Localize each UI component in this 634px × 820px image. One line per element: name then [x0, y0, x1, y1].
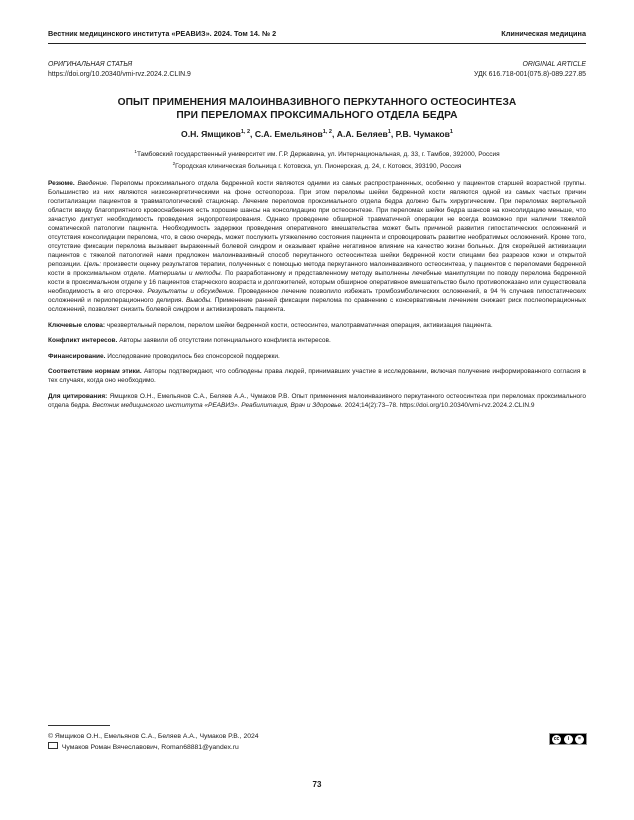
abstract-text: Резюме. Введение. Переломы проксимального отдела бедренной кости являются одними из самых распространенных, особенно у пациентов старшей возрастной группы. Большинство из них являются низкоэнергетическими на фоне остеопороза. При этом переломы шейки бедренной кости являются одной из самых частых причин госпитализации пациентов в травматологический стационар. Лечение переломов проксимального отдела бедра должно быть хирургическим. При переломах вертельной области ввиду благоприятного кровоснабжения есть хорошие шансы на консолидацию при остеосинтезе. При переломах шейки бедра шансов на консолидацию меньше, что зачастую диктует необходимость проведения эндопротезирования. Однако проведение обширной травматичной операции не всегда возможно при наличии тяжелой соматической патологии пациента. Необходимость задержки проведения оперативного вмешательства может быть причиной развития гипостатических осложнений и отсутствия консолидации перелома, что, в свою очередь, может послужить утяжелению состояния пациента и спровоцировать развитие необратимых осложнений. Кроме того, отсутствие фиксации перелома вызывает выраженный болевой синдром и оказывает крайне негативное влияние на качество жизни больных. Для скорейшей активизации пациентов с тяжелой патологией нами предложен малоинвазивный способ перкутанного остеосинтеза шейки бедренной кости спицами без разрезов кожи и открытой репозиции. Цель: произвести оценку результатов терапии, полученных с помощью метода перкутанного малоинвазивного остеосинтеза, у пациентов с переломами бедренной кости в проксимальном отделе. Материалы и методы. По разработанному и представленному методу выполнены лечебные манипуляции по поводу перелома бедренной кости в проксимальном отделе у 16 пациентов старческого возраста и долгожителей, которым обширное оперативное вмешательство было противопоказано или существовала необходимость в его отсрочке. Результаты и обсуждение. Проведенное лечение позволило избежать тромбоэмболических осложнений, в 94 % случаев гипостатических осложнений и периоперационного делирия. Выводы. Применение ранней фиксации перелома по сравнению с консервативным лечением снижает риск послеоперационных осложнений, позволяет снизить болевой синдром и активизировать пациента. [48, 180, 587, 313]
journal-title: Вестник медицинского института «РЕАВИЗ». 2024. Том 14. № 2 [48, 29, 277, 38]
no-derivatives-glyph: = [575, 735, 584, 744]
footer [48, 732, 259, 753]
attribution-glyph: i [564, 735, 573, 744]
author-list: О.Н. Ямщиков$^{1, 2}$, С.А. Емельянов$^{1, 2}$, А.А. Беляев$^1$, Р.В. Чумаков$^1$ [181, 129, 453, 139]
author: О.Н. Ямщиков [181, 129, 241, 139]
abstract-block [48, 179, 586, 416]
citation: Для цитирования: Ямщиков О.Н., Емельянов С.А., Беляев А.А., Чумаков Р.В. Опыт применения малоинвазивного перкутанного остеосинтеза при переломах проксимального отдела бедра. Вестник медицинского института «РЕАВИЗ». Реабилитация, Врач и Здоровье. 2024;14(2):73–78. https://doi.org/10.20340/vmi-rvz.2024.2.CLIN.9 [48, 392, 586, 409]
cc-glyph: cc [553, 736, 560, 742]
udk-code: УДК 616.718-001(075.8)-089.227.85 [474, 71, 586, 78]
author: С.А. Емельянов [254, 129, 323, 139]
doi-link[interactable]: https://doi.org/10.20340/vmi-rvz.2024.2.CLIN.9 [48, 71, 191, 78]
affiliations [48, 147, 586, 172]
running-header [48, 29, 586, 43]
author: А.А. Беляев [336, 129, 388, 139]
envelope-icon [48, 742, 58, 749]
affiliation: $^2$Городская клиническая больница г. Котовска, ул. Пионерская, д. 24, г. Котовск, 393190, Россия [172, 161, 462, 171]
affiliation: $^1$Тамбовский государственный университет им. Г.Р. Державина, ул. Интернациональная, д. 33, г. Тамбов, 392000, Россия [134, 149, 500, 159]
header-divider [48, 43, 586, 44]
email-link[interactable]: Roman68881@yandex.ru [161, 744, 239, 752]
author: Р.В. Чумаков [395, 129, 450, 139]
article-title: ОПЫТ ПРИМЕНЕНИЯ МАЛОИНВАЗИВНОГО ПЕРКУТАННОГО ОСТЕОСИНТЕЗА ПРИ ПЕРЕЛОМАХ ПРОКСИМАЛЬНОГО ОТДЕЛА БЕДРА [117, 97, 517, 121]
conflict-of-interest: Конфликт интересов. Авторы заявили об отсутствии потенциального конфликта интересов. [48, 337, 331, 344]
funding: Финансирование. Исследование проводилось без спонсорской поддержки. [48, 352, 280, 360]
article-type-ru: ОРИГИНАЛЬНАЯ СТАТЬЯ [48, 61, 133, 68]
keywords: Ключевые слова: чрезвертельный перелом, перелом шейки бедренной кости, остеосинтез, малотравматичная операция, активизация пациента. [48, 321, 493, 329]
article-type-en: ORIGINAL ARTICLE [522, 61, 586, 68]
page-number: 73 [312, 780, 322, 789]
section-title: Клиническая медицина [501, 29, 586, 38]
cc-by-icon[interactable] [549, 733, 587, 745]
correspondence: Чумаков Роман Вячеславович, Roman68881@yandex.ru [48, 742, 259, 753]
footer-divider [48, 725, 110, 726]
ethics-statement: Соответствие нормам этики. Авторы подтверждают, что соблюдены права людей, принимавших участие в исследовании, включая получение информированного согласия в тех случаях, когда оно необходимо. [48, 368, 587, 384]
copyright: © Ямщиков О.Н., Емельянов С.А., Беляев А.А., Чумаков Р.В., 2024 [48, 733, 259, 740]
